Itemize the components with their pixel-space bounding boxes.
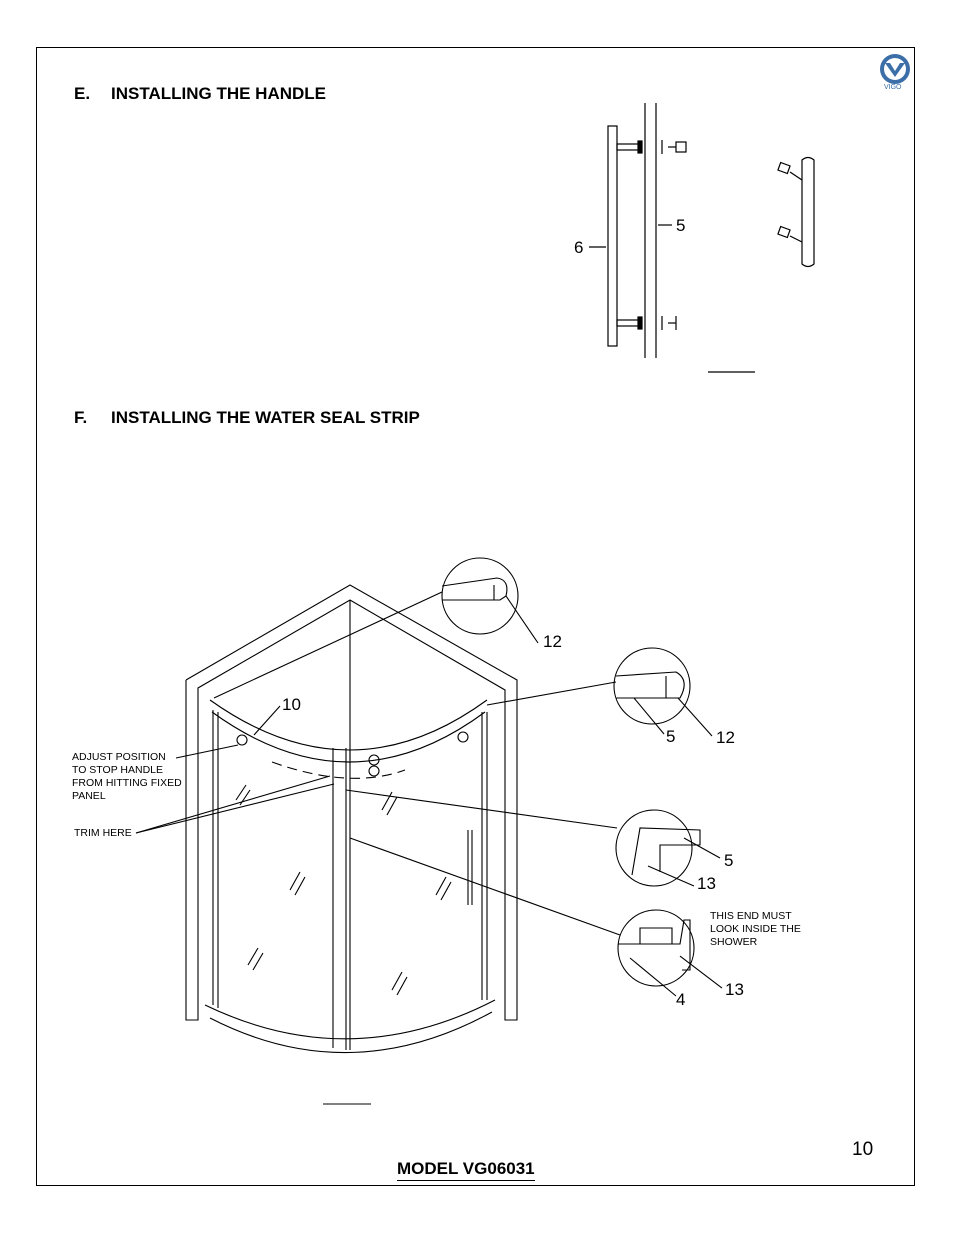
callout-stopper: 10 [282,695,301,714]
callout-strip-right-top: 12 [716,728,735,747]
section-f-title: INSTALLING THE WATER SEAL STRIP [111,408,420,427]
callout-door: 5 [676,216,686,235]
callout-handle: 6 [574,238,584,257]
callout-door-right-top: 5 [666,727,676,746]
note-trim-here: TRIM HERE [74,827,132,839]
note-this-end: THIS END MUST LOOK INSIDE THE SHOWER [710,910,801,948]
section-e-heading [74,84,326,104]
page-number: 10 [852,1139,874,1160]
callout-door-mid: 5 [724,851,734,870]
page-border [36,47,915,1186]
section-f-heading [74,408,420,428]
callout-strip-top: 12 [543,632,562,651]
note-adjust-position: ADJUST POSITION TO STOP HANDLE FROM HITTING FIXED PANEL [72,751,182,802]
model-label: MODEL VG06031 [397,1159,535,1181]
callout-frame-bottom: 4 [676,990,686,1009]
callout-strip-mid: 13 [697,874,716,893]
logo-text: VIGO [884,84,902,91]
callout-strip-bottom: 13 [725,980,744,999]
section-e-title: INSTALLING THE HANDLE [111,84,327,103]
section-e-letter: E. [74,84,91,103]
section-f-letter: F. [74,408,88,427]
